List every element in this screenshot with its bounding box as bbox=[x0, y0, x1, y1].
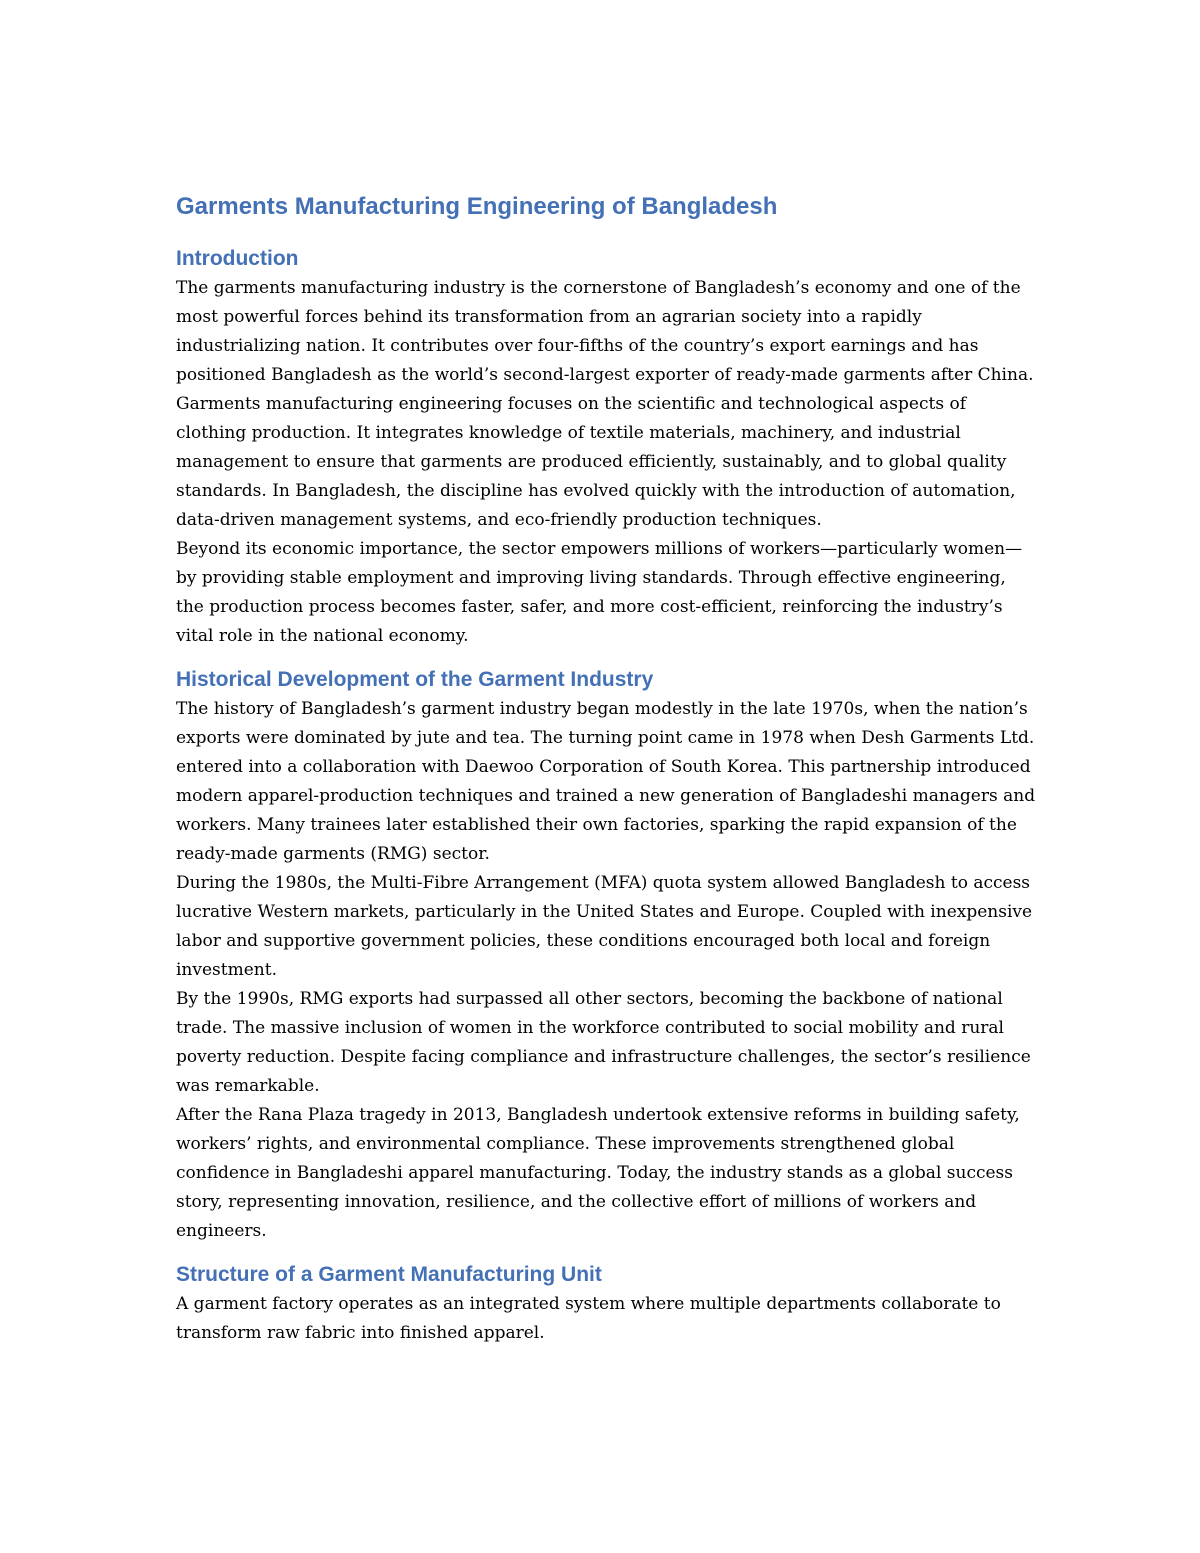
paragraph: Garments manufacturing engineering focuses on the scientific and technological aspects of clothing production. It integrates knowledge of textile materials, machinery, and industrial management to ensure that garments are produced efficiently, sustainably, and to global quality standards. In Bangladesh, the discipline has evolved quickly with the introduction of automation, data-driven management systems, and eco-friendly production techniques. bbox=[176, 394, 1016, 530]
section-historical-development bbox=[176, 665, 1036, 1246]
paragraph: After the Rana Plaza tragedy in 2013, Bangladesh undertook extensive reforms in building safety, workers’ rights, and environmental compliance. These improvements strengthened global confidence in Bangladeshi apparel manufacturing. Today, the industry stands as a global success story, representing innovation, resilience, and the collective effort of millions of workers and engineers. bbox=[176, 1105, 1020, 1241]
paragraph: During the 1980s, the Multi-Fibre Arrangement (MFA) quota system allowed Bangladesh to access lucrative Western markets, particularly in the United States and Europe. Coupled with inexpensive labor and supportive government policies, these conditions encouraged both local and foreign investment. bbox=[176, 873, 1033, 980]
section-introduction bbox=[176, 244, 1036, 651]
paragraph: Beyond its economic importance, the sector empowers millions of workers—particularly women—by providing stable employment and improving living standards. Through effective engineering, the production process becomes faster, safer, and more cost-efficient, reinforcing the industry’s vital role in the national economy. bbox=[176, 539, 1023, 646]
paragraph: A garment factory operates as an integrated system where multiple departments collaborate to transform raw fabric into finished apparel. bbox=[176, 1294, 1001, 1343]
section-structure bbox=[176, 1260, 1036, 1348]
document-page bbox=[176, 190, 1036, 1362]
paragraph: The history of Bangladesh’s garment industry began modestly in the late 1970s, when the nation’s exports were dominated by jute and tea. The turning point came in 1978 when Desh Garments Ltd. entered into a collaboration with Daewoo Corporation of South Korea. This partnership introduced modern apparel-production techniques and trained a new generation of Bangladeshi managers and workers. Many trainees later established their own factories, sparking the rapid expansion of the ready-made garments (RMG) sector. bbox=[176, 699, 1036, 864]
section-heading: Historical Development of the Garment Industry bbox=[176, 668, 654, 691]
paragraph: The garments manufacturing industry is the cornerstone of Bangladesh’s economy and one of the most powerful forces behind its transformation from an agrarian society into a rapidly industrializing nation. It contributes over four-fifths of the country’s export earnings and has positioned Bangladesh as the world’s second-largest exporter of ready-made garments after China. bbox=[176, 278, 1034, 385]
section-heading: Structure of a Garment Manufacturing Unit bbox=[176, 1263, 602, 1286]
paragraph: By the 1990s, RMG exports had surpassed all other sectors, becoming the backbone of national trade. The massive inclusion of women in the workforce contributed to social mobility and rural poverty reduction. Despite facing compliance and infrastructure challenges, the sector’s resilience was remarkable. bbox=[176, 989, 1031, 1096]
document-title: Garments Manufacturing Engineering of Bangladesh bbox=[176, 193, 778, 220]
section-heading: Introduction bbox=[176, 247, 299, 270]
